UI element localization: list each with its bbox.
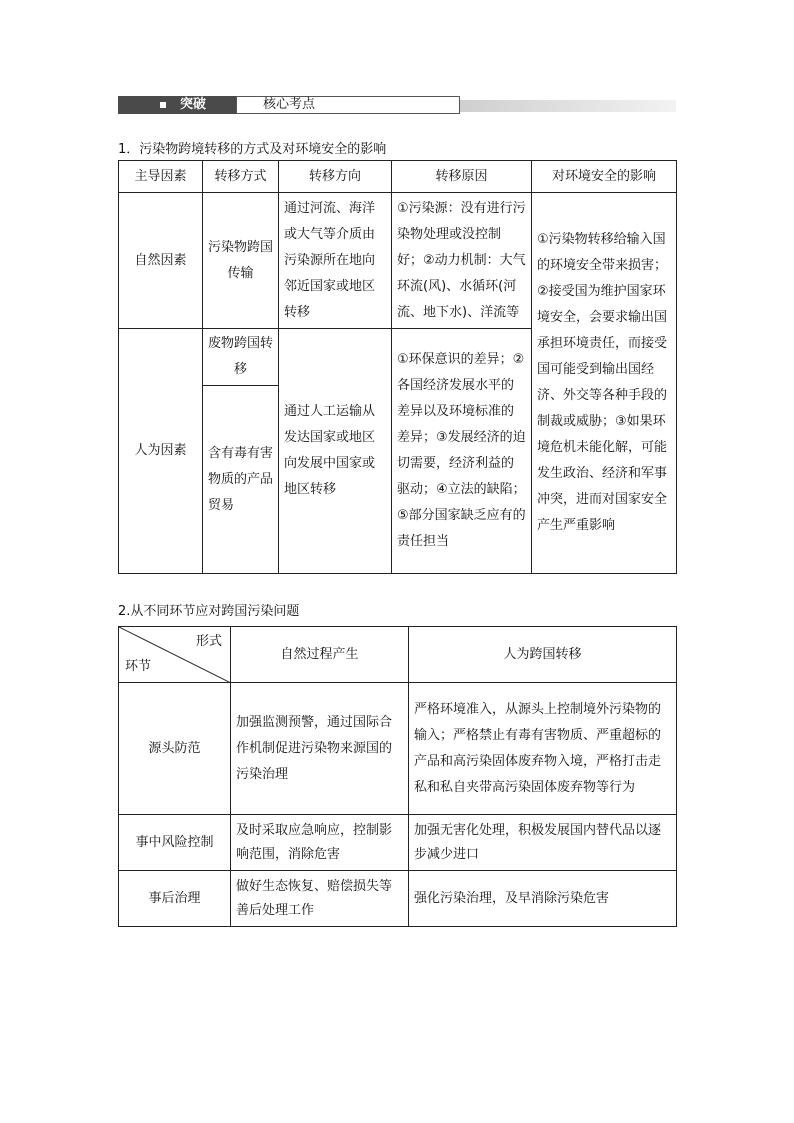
reason-cell: ①环保意识的差异；②各国经济发展水平的差异以及环境标准的差异；③发展经济的迫切需要，经济利益的驱动；④立法的缺陷；⑤部分国家缺乏应有的责任担当 <box>392 329 532 574</box>
header-cell: 转移方向 <box>279 161 392 193</box>
pollution-transfer-table <box>118 160 677 574</box>
section1-heading: 1．污染物跨境转移的方式及对环境安全的影响 <box>118 142 387 157</box>
stage-cell: 源头防范 <box>119 683 231 815</box>
stage-cell: 事后治理 <box>119 871 231 927</box>
table-row <box>119 815 677 871</box>
header-cell: 主导因素 <box>119 161 203 193</box>
natural-cell: 做好生态恢复、赔偿损失等善后处理工作 <box>231 871 409 927</box>
square-bullet-icon <box>160 102 166 108</box>
stage-cell: 事中风险控制 <box>119 815 231 871</box>
direction-cell: 通过河流、海洋或大气等介质由污染源所在地向邻近国家或地区转移 <box>279 193 392 329</box>
mode-cell: 含有毒有害物质的产品贸易 <box>203 386 279 574</box>
response-table <box>118 626 677 927</box>
banner-tag <box>118 96 236 114</box>
human-cell: 强化污染治理，及早消除污染危害 <box>409 871 677 927</box>
banner-title-box <box>236 96 460 114</box>
section-banner <box>118 96 676 114</box>
corner-bottom-label: 环节 <box>125 659 152 674</box>
banner-title: 核心考点 <box>263 97 316 112</box>
impact-cell: ①污染物转移给输入国的环境安全带来损害；②接受国为维护国家环境安全，会要求输出国承担环境责任，而接受国可能受到输出国经济、外交等各种手段的制裁或威胁；③如果环境危机未能化解，可能发生政治、经济和军事冲突，进而对国家安全产生严重影响 <box>532 193 677 574</box>
header-cell: 对环境安全的影响 <box>532 161 677 193</box>
natural-cell: 及时采取应急响应，控制影响范围，消除危害 <box>231 815 409 871</box>
table-header-row <box>119 161 677 193</box>
mode-cell: 污染物跨国传输 <box>203 193 279 329</box>
mode-cell: 废物跨国转移 <box>203 329 279 386</box>
diagonal-header-cell <box>119 627 231 683</box>
header-cell: 人为跨国转移 <box>409 627 677 683</box>
direction-cell: 通过人工运输从发达国家或地区向发展中国家或地区转移 <box>279 329 392 574</box>
banner-tag-label: 突破 <box>180 97 207 112</box>
banner-fade-bar <box>460 100 676 112</box>
table-header-row <box>119 627 677 683</box>
factor-cell: 自然因素 <box>119 193 203 329</box>
corner-top-label: 形式 <box>195 634 222 649</box>
factor-cell: 人为因素 <box>119 329 203 574</box>
section2-heading: 2.从不同环节应对跨国污染问题 <box>118 604 300 619</box>
header-cell: 自然过程产生 <box>231 627 409 683</box>
human-cell: 严格环境准入，从源头上控制境外污染物的输入；严格禁止有毒有害物质、严重超标的产品和高污染固体废弃物入境，严格打击走私和私自夹带高污染固体废弃物等行为 <box>409 683 677 815</box>
table-row <box>119 683 677 815</box>
header-cell: 转移方式 <box>203 161 279 193</box>
header-cell: 转移原因 <box>392 161 532 193</box>
reason-cell: ①污染源：没有进行污染物处理或没控制好；②动力机制：大气环流(风)、水循环(河流、地下水)、洋流等 <box>392 193 532 329</box>
natural-cell: 加强监测预警，通过国际合作机制促进污染物来源国的污染治理 <box>231 683 409 815</box>
table-row <box>119 871 677 927</box>
human-cell: 加强无害化处理，积极发展国内替代品以逐步减少进口 <box>409 815 677 871</box>
table-row-natural <box>119 193 677 329</box>
